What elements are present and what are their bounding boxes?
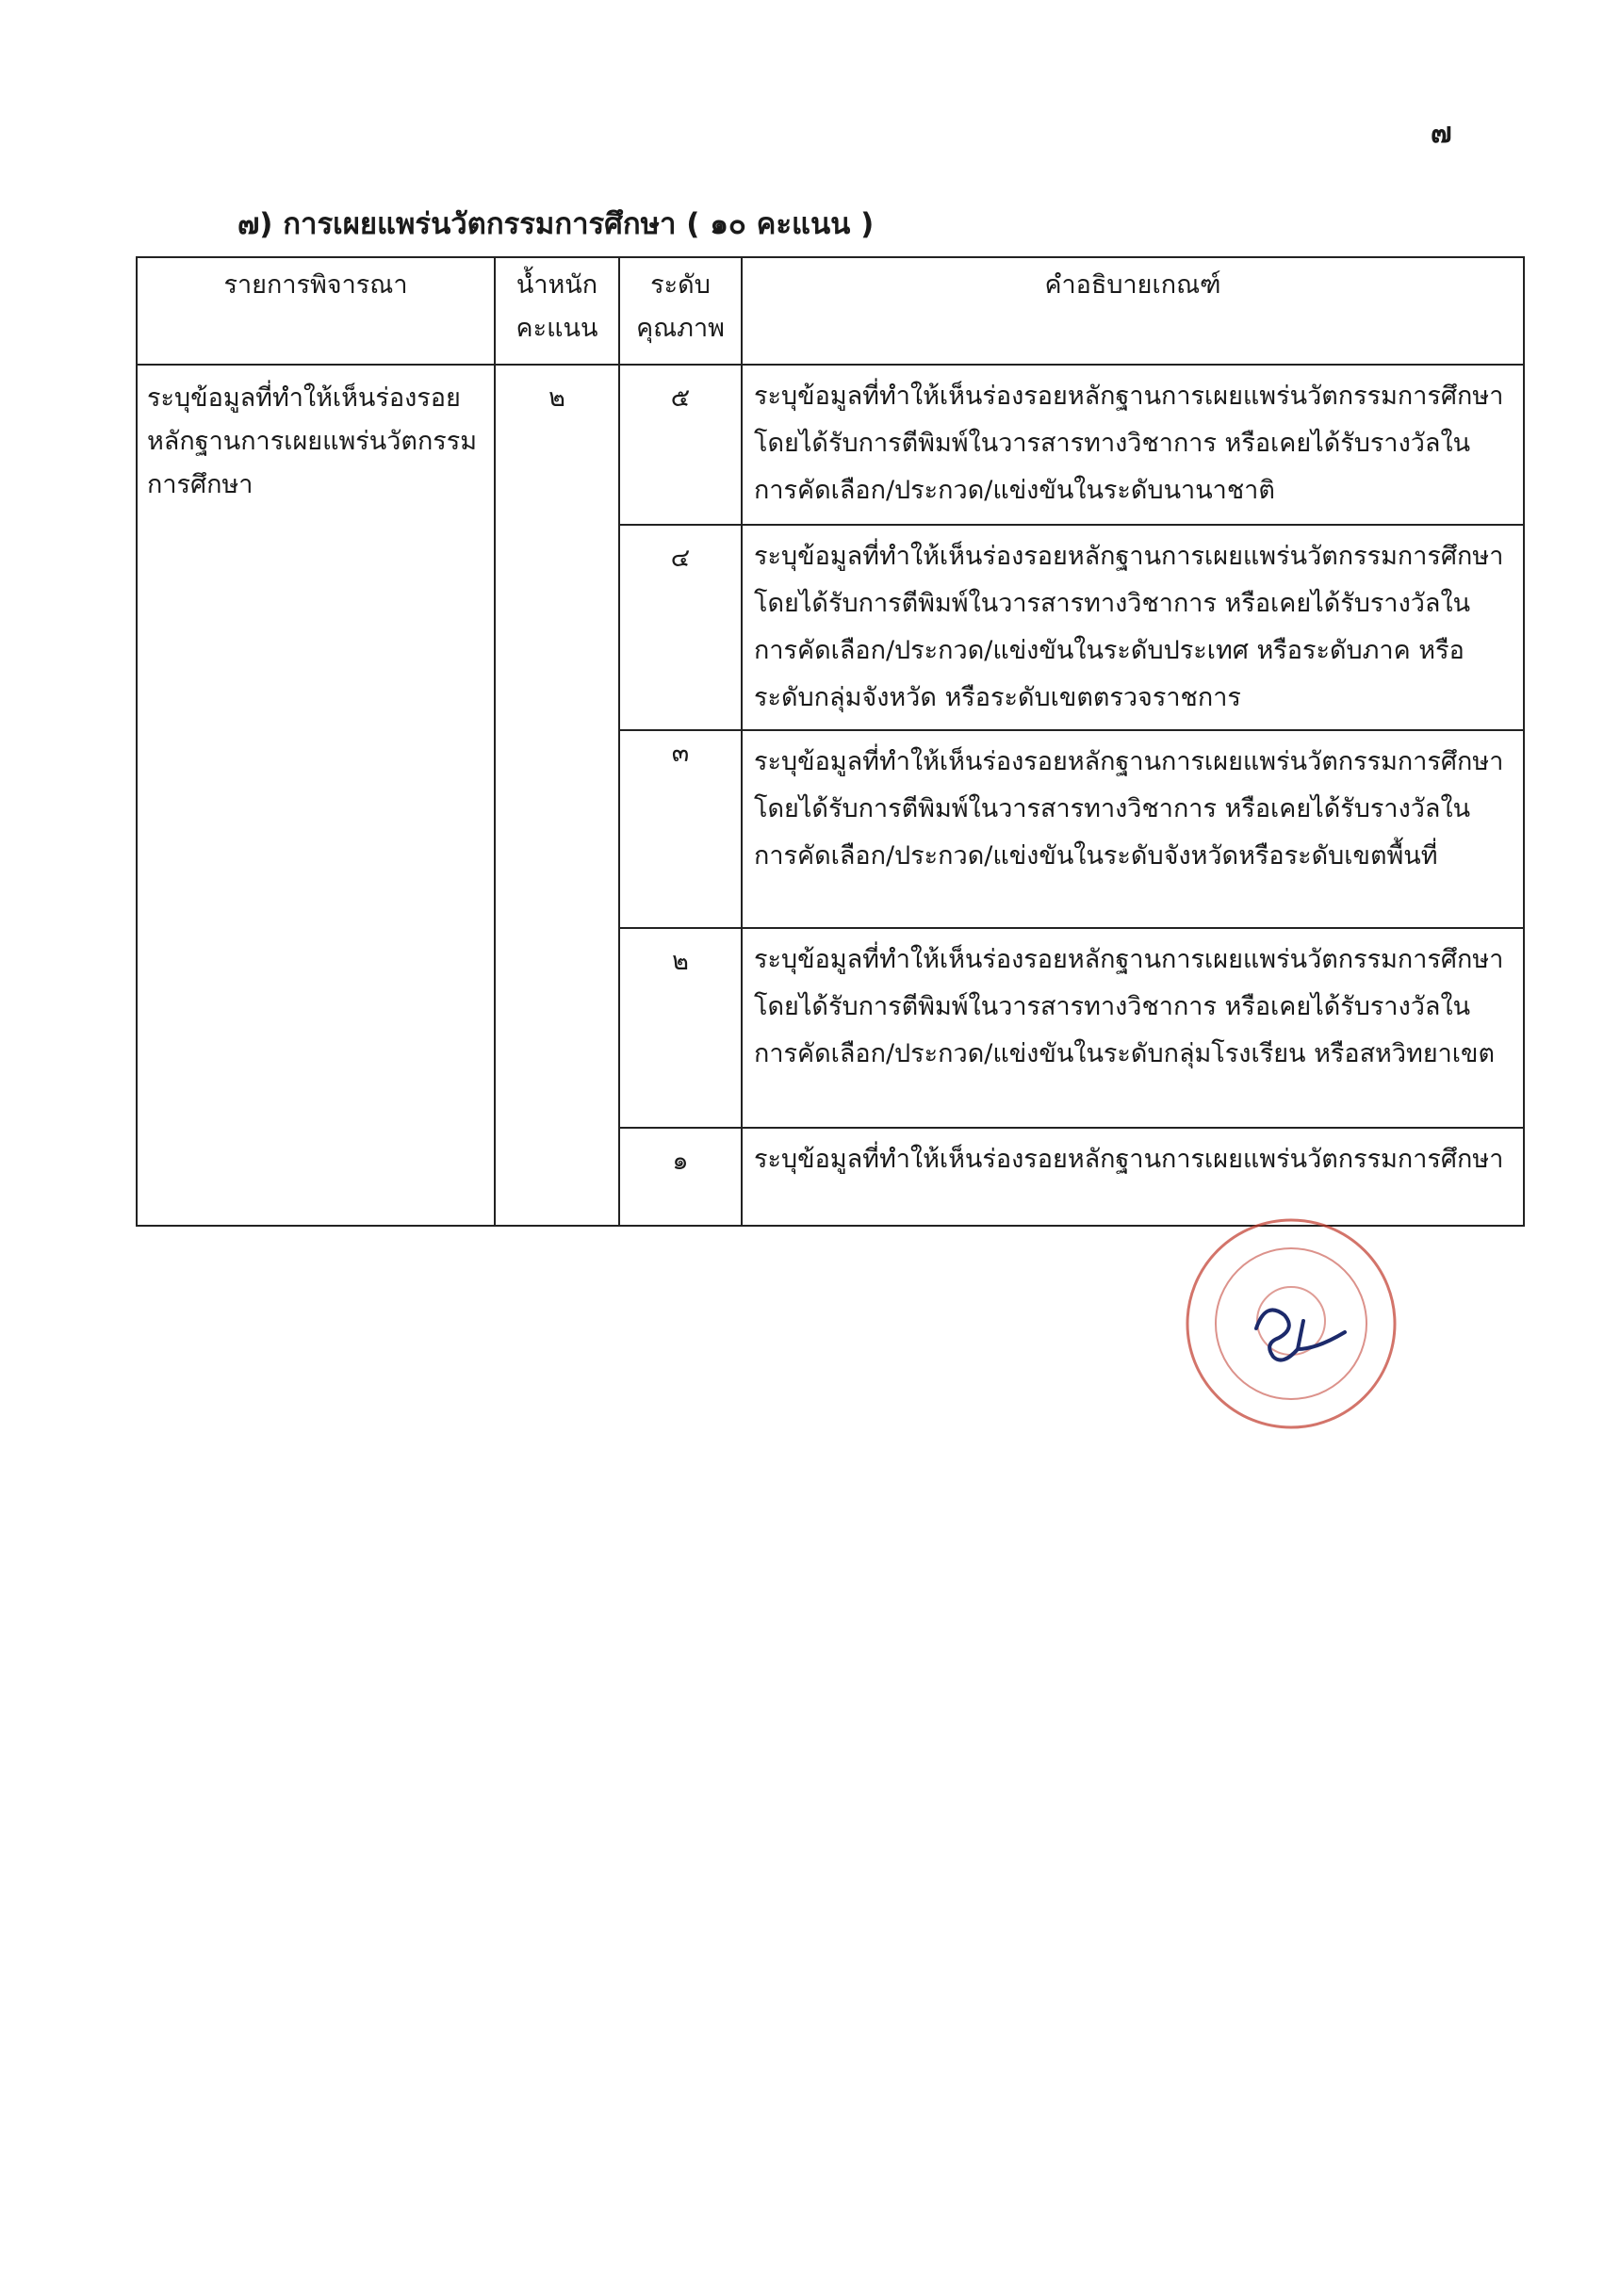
description-cell: ระบุข้อมูลที่ทำให้เห็นร่องรอยหลักฐานการเผยแพร่นวัตกรรมการศึกษา โดยได้รับการตีพิมพ์ในวารสารทางวิชาการ หรือเคยได้รับรางวัลในการคัดเลือก/ประกวด/แข่งขันในระดับกลุ่มโรงเรียน หรือสหวิทยาเขต (742, 928, 1524, 1128)
description-cell: ระบุข้อมูลที่ทำให้เห็นร่องรอยหลักฐานการเผยแพร่นวัตกรรมการศึกษา โดยได้รับการตีพิมพ์ในวารสารทางวิชาการ หรือเคยได้รับรางวัลในการคัดเลือก/ประกวด/แข่งขันในระดับจังหวัดหรือระดับเขตพื้นที่ (742, 730, 1524, 928)
criteria-table (136, 256, 1525, 1227)
table-header-row (137, 257, 1524, 365)
description-cell: ระบุข้อมูลที่ทำให้เห็นร่องรอยหลักฐานการเผยแพร่นวัตกรรมการศึกษา โดยได้รับการตีพิมพ์ในวารสารทางวิชาการ หรือเคยได้รับรางวัลในการคัดเลือก/ประกวด/แข่งขันในระดับประเทศ หรือระดับภาค หรือระดับกลุ่มจังหวัด หรือระดับเขตตรวจราชการ (742, 525, 1524, 730)
weight-cell: ๒ (495, 365, 619, 1226)
header-weight: น้ำหนัก คะแนน (495, 257, 619, 365)
level-cell: ๒ (619, 928, 742, 1128)
level-cell: ๑ (619, 1128, 742, 1226)
stamp-seal-icon (1187, 1220, 1395, 1427)
level-cell: ๔ (619, 525, 742, 730)
table-row (137, 365, 1524, 525)
description-cell: ระบุข้อมูลที่ทำให้เห็นร่องรอยหลักฐานการเผยแพร่นวัตกรรมการศึกษา (742, 1128, 1524, 1226)
header-item: รายการพิจารณา (137, 257, 495, 365)
level-cell: ๓ (619, 730, 742, 928)
section-title: ๗) การเผยแพร่นวัตกรรมการศึกษา ( ๑๐ คะแนน ) (237, 207, 875, 241)
header-level: ระดับ คุณภาพ (619, 257, 742, 365)
header-description: คำอธิบายเกณฑ์ (742, 257, 1524, 365)
level-cell: ๕ (619, 365, 742, 525)
official-stamp (1183, 1215, 1399, 1432)
page-number: ๗ (1431, 117, 1452, 150)
description-cell: ระบุข้อมูลที่ทำให้เห็นร่องรอยหลักฐานการเผยแพร่นวัตกรรมการศึกษา โดยได้รับการตีพิมพ์ในวารสารทางวิชาการ หรือเคยได้รับรางวัลในการคัดเลือก/ประกวด/แข่งขันในระดับนานาชาติ (742, 365, 1524, 525)
item-cell: ระบุข้อมูลที่ทำให้เห็นร่องรอยหลักฐานการเผยแพร่นวัตกรรมการศึกษา (137, 365, 495, 1226)
